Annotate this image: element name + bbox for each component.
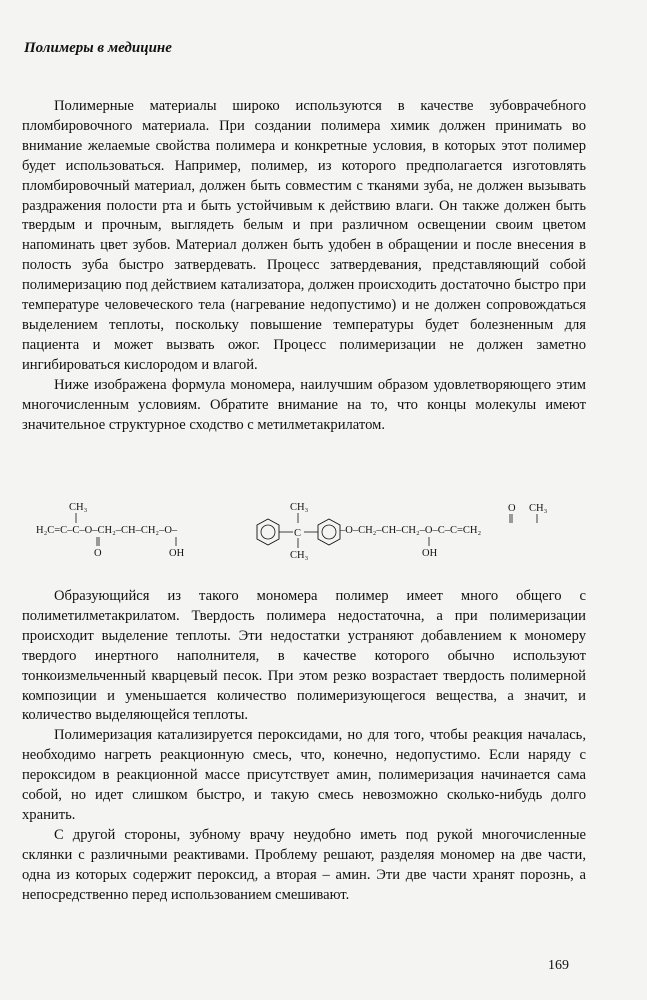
page-number: 169	[548, 958, 569, 973]
formula-center-ch3-bottom: CH₃	[290, 550, 309, 561]
formula-right-ch3: CH₃	[529, 503, 548, 514]
aromatic-circle	[322, 525, 336, 539]
aromatic-circle	[261, 525, 275, 539]
section-heading: Полимеры в медицине	[24, 40, 172, 56]
formula-left-oh: OH	[169, 548, 185, 559]
paragraph: Образующийся из такого мономера полимер имеет много общего с полиметилметакрилатом. Твердость полимера недостаточна, а при полимеризации происходит выделение теплоты. Эти недостатки устраняют добавлением к мономеру твердого инертного наполнителя, в качестве которого обычно используют тонкоизмельченный кварцевый песок. При этом резко возрастает твердость полимерной композиции и уменьшается количество полимеризующегося вещества, а значит, и количество выделяющейся теплоты.	[22, 588, 586, 724]
paragraph: С другой стороны, зубному врачу неудобно иметь под рукой многочисленные склянки с различными реактивами. Проблему решают, разделяя мономер на две части, одна из которых содержит пероксид, а вторая – амин. Эти две части хранят порознь, а непосредственно перед использованием смешивают.	[22, 826, 586, 903]
formula-main-chain-right: –O–CH₂–CH–CH₂–O–C–C=CH₂	[340, 525, 482, 536]
formula-right-carbonyl-o: O	[508, 503, 516, 514]
formula-left-carbonyl-o: O	[94, 548, 102, 559]
formula-left-ch3: CH₃	[69, 502, 88, 513]
formula-center-ch3-top: CH₃	[290, 502, 309, 513]
paragraph: Полимерные материалы широко используются в качестве зубоврачебного пломбировочного материала. При создании полимера химик должен принимать во внимание желаемые свойства полимера и конкретные условия, в которых этот полимер будет использоваться. Например, полимер, из которого предполагается изготовлять пломбировочный материал, должен быть совместим с тканями зуба, не должен вызывать раздражения полости рта и быть устойчивым к действию влаги. Он также должен быть твердым и прочным, выглядеть белым и при различном освещении своим цветом напоминать цвет зубов. Материал должен быть удобен в обращении и после внесения в полость зуба быстро затвердевать. Процесс затвердевания, представляющий собой полимеризацию под действием катализатора, должен происходить достаточно быстро при температуре человеческого тела (нагревание недопустимо) и не должен сопровождаться выделением теплоты, поскольку повышение температуры будет болезненным для пациента и может вызвать ожог. Процесс полимеризации не должен заметно ингибироваться кислородом и влагой.	[22, 98, 586, 373]
text-block-top	[22, 97, 586, 435]
formula-center-carbon: C	[294, 528, 302, 539]
paragraph: Ниже изображена формула мономера, наилучшим образом удовлетворяющего этим многочисленным условиям. Обратите внимание на то, что концы молекулы имеют значительное структурное сходство с метилметакрилатом.	[22, 376, 586, 433]
benzene-ring-left	[257, 519, 279, 545]
monomer-structural-formula	[36, 495, 596, 567]
benzene-ring-right	[318, 519, 340, 545]
paragraph: Полимеризация катализируется пероксидами, но для того, чтобы реакция началась, необходимо нагреть реакционную смесь, что, конечно, недопустимо. Если наряду с пероксидом в реакционной массе присутствует амин, полимеризация начинается сама собой, но идет слишком быстро, и такую смесь невозможно сколько-нибудь долго хранить.	[22, 727, 586, 823]
formula-right-oh: OH	[422, 548, 438, 559]
text-block-bottom	[22, 587, 586, 906]
formula-main-chain-left: H₂C=C–C–O–CH₂–CH–CH₂–O–	[36, 525, 178, 536]
